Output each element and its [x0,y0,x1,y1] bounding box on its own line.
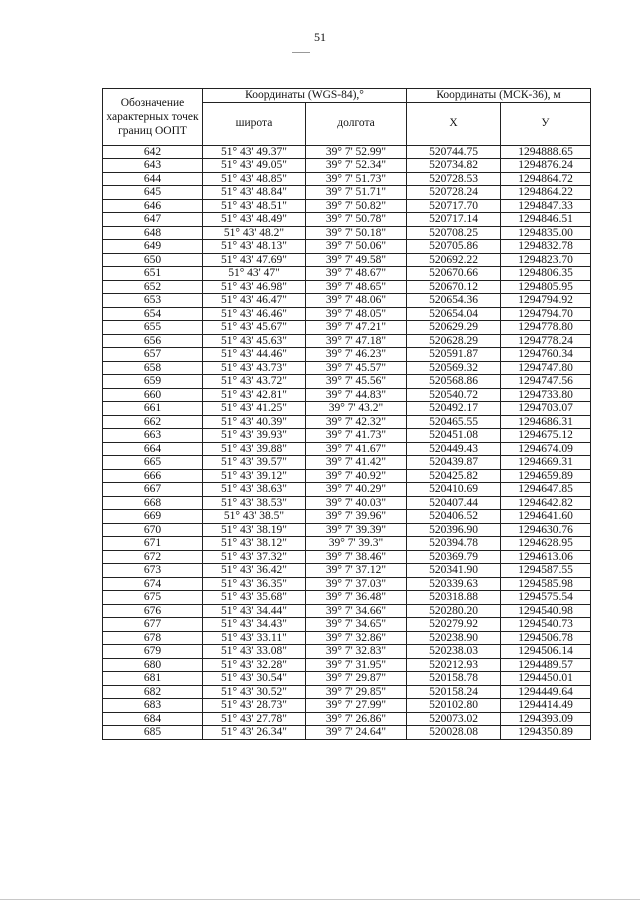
table-row [103,442,591,456]
table-row [103,415,591,429]
point-number: 665 [103,456,203,470]
x-cell: 520670.66 [407,267,501,281]
y-cell: 1294847.33 [501,199,591,213]
x-cell: 520028.08 [407,726,501,740]
table-row [103,226,591,240]
y-cell: 1294733.80 [501,388,591,402]
longitude-cell: 39° 7' 37.12" [306,564,407,578]
longitude-cell: 39° 7' 43.2" [306,402,407,416]
scan-edge-line [0,899,640,900]
y-cell: 1294669.31 [501,456,591,470]
table-row [103,213,591,227]
latitude-cell: 51° 43' 39.88" [203,442,306,456]
y-cell: 1294876.24 [501,159,591,173]
longitude-cell: 39° 7' 40.03" [306,496,407,510]
latitude-cell: 51° 43' 43.73" [203,361,306,375]
x-cell: 520492.17 [407,402,501,416]
longitude-cell: 39° 7' 32.83" [306,645,407,659]
longitude-cell: 39° 7' 47.21" [306,321,407,335]
table-row [103,280,591,294]
longitude-cell: 39° 7' 45.56" [306,375,407,389]
longitude-cell: 39° 7' 29.87" [306,672,407,686]
x-cell: 520654.36 [407,294,501,308]
longitude-cell: 39° 7' 52.99" [306,145,407,159]
x-cell: 520341.90 [407,564,501,578]
table-row [103,672,591,686]
point-number: 683 [103,699,203,713]
point-number: 685 [103,726,203,740]
point-number: 680 [103,658,203,672]
table-row [103,510,591,524]
y-cell: 1294587.55 [501,564,591,578]
longitude-cell: 39° 7' 50.06" [306,240,407,254]
latitude-cell: 51° 43' 47.69" [203,253,306,267]
header-msk36: Координаты (МСК-36), м [407,89,591,103]
x-cell: 520451.08 [407,429,501,443]
latitude-cell: 51° 43' 35.68" [203,591,306,605]
table-row [103,307,591,321]
latitude-cell: 51° 43' 48.2" [203,226,306,240]
latitude-cell: 51° 43' 48.13" [203,240,306,254]
table-row [103,564,591,578]
point-number: 661 [103,402,203,416]
point-number: 651 [103,267,203,281]
x-cell: 520394.78 [407,537,501,551]
point-number: 660 [103,388,203,402]
longitude-cell: 39° 7' 50.82" [306,199,407,213]
longitude-cell: 39° 7' 34.66" [306,604,407,618]
point-number: 674 [103,577,203,591]
latitude-cell: 51° 43' 46.46" [203,307,306,321]
table-row [103,172,591,186]
table-row [103,186,591,200]
table-row [103,402,591,416]
latitude-cell: 51° 43' 33.11" [203,631,306,645]
header-designation: Обозначение характерных точек границ ООПТ [103,89,203,146]
point-number: 667 [103,483,203,497]
table-row [103,240,591,254]
point-number: 652 [103,280,203,294]
longitude-cell: 39° 7' 48.06" [306,294,407,308]
longitude-cell: 39° 7' 41.42" [306,456,407,470]
table-row [103,712,591,726]
longitude-cell: 39° 7' 39.3" [306,537,407,551]
table-row [103,631,591,645]
latitude-cell: 51° 43' 46.47" [203,294,306,308]
page-number: 51 [314,30,326,44]
point-number: 654 [103,307,203,321]
longitude-cell: 39° 7' 37.03" [306,577,407,591]
point-number: 663 [103,429,203,443]
latitude-cell: 51° 43' 33.08" [203,645,306,659]
latitude-cell: 51° 43' 32.28" [203,658,306,672]
y-cell: 1294686.31 [501,415,591,429]
table-row [103,361,591,375]
x-cell: 520692.22 [407,253,501,267]
point-number: 645 [103,186,203,200]
point-number: 668 [103,496,203,510]
y-cell: 1294540.73 [501,618,591,632]
latitude-cell: 51° 43' 48.84" [203,186,306,200]
y-cell: 1294823.70 [501,253,591,267]
x-cell: 520717.70 [407,199,501,213]
x-cell: 520238.03 [407,645,501,659]
point-number: 676 [103,604,203,618]
header-x: X [407,102,501,145]
table-row [103,645,591,659]
point-number: 673 [103,564,203,578]
longitude-cell: 39° 7' 41.73" [306,429,407,443]
latitude-cell: 51° 43' 42.81" [203,388,306,402]
point-number: 682 [103,685,203,699]
x-cell: 520406.52 [407,510,501,524]
latitude-cell: 51° 43' 41.25" [203,402,306,416]
latitude-cell: 51° 43' 39.57" [203,456,306,470]
point-number: 647 [103,213,203,227]
table-row [103,267,591,281]
x-cell: 520339.63 [407,577,501,591]
y-cell: 1294350.89 [501,726,591,740]
y-cell: 1294794.70 [501,307,591,321]
longitude-cell: 39° 7' 50.18" [306,226,407,240]
table-row [103,496,591,510]
table-row [103,604,591,618]
x-cell: 520158.78 [407,672,501,686]
table-row [103,321,591,335]
point-number: 644 [103,172,203,186]
point-number: 669 [103,510,203,524]
longitude-cell: 39° 7' 51.71" [306,186,407,200]
point-number: 642 [103,145,203,159]
longitude-cell: 39° 7' 32.86" [306,631,407,645]
y-cell: 1294630.76 [501,523,591,537]
latitude-cell: 51° 43' 49.37" [203,145,306,159]
table-row [103,523,591,537]
x-cell: 520569.32 [407,361,501,375]
y-cell: 1294628.95 [501,537,591,551]
longitude-cell: 39° 7' 41.67" [306,442,407,456]
y-cell: 1294659.89 [501,469,591,483]
point-number: 653 [103,294,203,308]
table-row [103,388,591,402]
latitude-cell: 51° 43' 38.53" [203,496,306,510]
point-number: 684 [103,712,203,726]
y-cell: 1294832.78 [501,240,591,254]
longitude-cell: 39° 7' 46.23" [306,348,407,362]
table-row [103,159,591,173]
table-row [103,591,591,605]
x-cell: 520744.75 [407,145,501,159]
table-row [103,145,591,159]
y-cell: 1294641.60 [501,510,591,524]
y-cell: 1294778.80 [501,321,591,335]
y-cell: 1294805.95 [501,280,591,294]
point-number: 659 [103,375,203,389]
latitude-cell: 51° 43' 40.39" [203,415,306,429]
longitude-cell: 39° 7' 40.29" [306,483,407,497]
longitude-cell: 39° 7' 49.58" [306,253,407,267]
latitude-cell: 51° 43' 44.46" [203,348,306,362]
y-cell: 1294674.09 [501,442,591,456]
latitude-cell: 51° 43' 26.34" [203,726,306,740]
latitude-cell: 51° 43' 38.63" [203,483,306,497]
latitude-cell: 51° 43' 48.49" [203,213,306,227]
y-cell: 1294846.51 [501,213,591,227]
point-number: 664 [103,442,203,456]
table-body [103,145,591,739]
latitude-cell: 51° 43' 38.12" [203,537,306,551]
latitude-cell: 51° 43' 30.52" [203,685,306,699]
y-cell: 1294864.72 [501,172,591,186]
point-number: 681 [103,672,203,686]
table-row [103,429,591,443]
x-cell: 520102.80 [407,699,501,713]
longitude-cell: 39° 7' 45.57" [306,361,407,375]
latitude-cell: 51° 43' 36.42" [203,564,306,578]
x-cell: 520280.20 [407,604,501,618]
longitude-cell: 39° 7' 42.32" [306,415,407,429]
header-latitude: широта [203,102,306,145]
longitude-cell: 39° 7' 24.64" [306,726,407,740]
point-number: 657 [103,348,203,362]
longitude-cell: 39° 7' 51.73" [306,172,407,186]
y-cell: 1294675.12 [501,429,591,443]
table-row [103,334,591,348]
point-number: 658 [103,361,203,375]
x-cell: 520369.79 [407,550,501,564]
point-number: 648 [103,226,203,240]
point-number: 670 [103,523,203,537]
x-cell: 520728.53 [407,172,501,186]
latitude-cell: 51° 43' 30.54" [203,672,306,686]
y-cell: 1294806.35 [501,267,591,281]
latitude-cell: 51° 43' 47" [203,267,306,281]
x-cell: 520425.82 [407,469,501,483]
longitude-cell: 39° 7' 44.83" [306,388,407,402]
longitude-cell: 39° 7' 50.78" [306,213,407,227]
latitude-cell: 51° 43' 39.93" [203,429,306,443]
longitude-cell: 39° 7' 36.48" [306,591,407,605]
x-cell: 520540.72 [407,388,501,402]
point-number: 643 [103,159,203,173]
longitude-cell: 39° 7' 34.65" [306,618,407,632]
table-row [103,618,591,632]
x-cell: 520449.43 [407,442,501,456]
latitude-cell: 51° 43' 43.72" [203,375,306,389]
y-cell: 1294489.57 [501,658,591,672]
y-cell: 1294835.00 [501,226,591,240]
x-cell: 520591.87 [407,348,501,362]
longitude-cell: 39° 7' 38.46" [306,550,407,564]
x-cell: 520705.86 [407,240,501,254]
table-row [103,726,591,740]
point-number: 677 [103,618,203,632]
table-row [103,294,591,308]
longitude-cell: 39° 7' 40.92" [306,469,407,483]
point-number: 650 [103,253,203,267]
y-cell: 1294449.64 [501,685,591,699]
point-number: 672 [103,550,203,564]
header-longitude: долгота [306,102,407,145]
x-cell: 520465.55 [407,415,501,429]
coordinates-table [102,88,591,740]
table-row [103,456,591,470]
y-cell: 1294642.82 [501,496,591,510]
table-row [103,348,591,362]
x-cell: 520212.93 [407,658,501,672]
x-cell: 520654.04 [407,307,501,321]
x-cell: 520318.88 [407,591,501,605]
latitude-cell: 51° 43' 34.43" [203,618,306,632]
y-cell: 1294613.06 [501,550,591,564]
x-cell: 520073.02 [407,712,501,726]
longitude-cell: 39° 7' 26.86" [306,712,407,726]
y-cell: 1294778.24 [501,334,591,348]
point-number: 666 [103,469,203,483]
point-number: 678 [103,631,203,645]
latitude-cell: 51° 43' 28.73" [203,699,306,713]
x-cell: 520728.24 [407,186,501,200]
latitude-cell: 51° 43' 37.32" [203,550,306,564]
page-mark [292,52,310,53]
x-cell: 520407.44 [407,496,501,510]
x-cell: 520158.24 [407,685,501,699]
y-cell: 1294506.78 [501,631,591,645]
latitude-cell: 51° 43' 38.5" [203,510,306,524]
x-cell: 520629.29 [407,321,501,335]
x-cell: 520628.29 [407,334,501,348]
latitude-cell: 51° 43' 34.44" [203,604,306,618]
latitude-cell: 51° 43' 39.12" [203,469,306,483]
y-cell: 1294393.09 [501,712,591,726]
longitude-cell: 39° 7' 31.95" [306,658,407,672]
longitude-cell: 39° 7' 52.34" [306,159,407,173]
table-row [103,537,591,551]
header-wgs84: Координаты (WGS-84),° [203,89,407,103]
x-cell: 520670.12 [407,280,501,294]
y-cell: 1294864.22 [501,186,591,200]
x-cell: 520410.69 [407,483,501,497]
table-row [103,658,591,672]
y-cell: 1294450.01 [501,672,591,686]
y-cell: 1294760.34 [501,348,591,362]
point-number: 675 [103,591,203,605]
table-row [103,550,591,564]
point-number: 655 [103,321,203,335]
point-number: 671 [103,537,203,551]
latitude-cell: 51° 43' 27.78" [203,712,306,726]
latitude-cell: 51° 43' 45.67" [203,321,306,335]
point-number: 656 [103,334,203,348]
table-row [103,699,591,713]
x-cell: 520238.90 [407,631,501,645]
latitude-cell: 51° 43' 36.35" [203,577,306,591]
x-cell: 520568.86 [407,375,501,389]
y-cell: 1294703.07 [501,402,591,416]
x-cell: 520708.25 [407,226,501,240]
latitude-cell: 51° 43' 45.63" [203,334,306,348]
point-number: 679 [103,645,203,659]
table-row [103,375,591,389]
latitude-cell: 51° 43' 48.85" [203,172,306,186]
longitude-cell: 39° 7' 48.67" [306,267,407,281]
latitude-cell: 51° 43' 46.98" [203,280,306,294]
table-row [103,253,591,267]
y-cell: 1294747.80 [501,361,591,375]
y-cell: 1294540.98 [501,604,591,618]
longitude-cell: 39° 7' 39.39" [306,523,407,537]
table-header [103,89,591,146]
longitude-cell: 39° 7' 47.18" [306,334,407,348]
point-number: 649 [103,240,203,254]
header-y: У [501,102,591,145]
point-number: 646 [103,199,203,213]
y-cell: 1294585.98 [501,577,591,591]
table-row [103,469,591,483]
x-cell: 520734.82 [407,159,501,173]
x-cell: 520439.87 [407,456,501,470]
latitude-cell: 51° 43' 49.05" [203,159,306,173]
y-cell: 1294794.92 [501,294,591,308]
table-row [103,199,591,213]
x-cell: 520279.92 [407,618,501,632]
longitude-cell: 39° 7' 48.05" [306,307,407,321]
longitude-cell: 39° 7' 29.85" [306,685,407,699]
latitude-cell: 51° 43' 38.19" [203,523,306,537]
x-cell: 520717.14 [407,213,501,227]
y-cell: 1294647.85 [501,483,591,497]
x-cell: 520396.90 [407,523,501,537]
y-cell: 1294506.14 [501,645,591,659]
table-row [103,685,591,699]
y-cell: 1294888.65 [501,145,591,159]
latitude-cell: 51° 43' 48.51" [203,199,306,213]
point-number: 662 [103,415,203,429]
longitude-cell: 39° 7' 48.65" [306,280,407,294]
table-row [103,483,591,497]
longitude-cell: 39° 7' 39.96" [306,510,407,524]
table-row [103,577,591,591]
longitude-cell: 39° 7' 27.99" [306,699,407,713]
y-cell: 1294414.49 [501,699,591,713]
y-cell: 1294575.54 [501,591,591,605]
y-cell: 1294747.56 [501,375,591,389]
